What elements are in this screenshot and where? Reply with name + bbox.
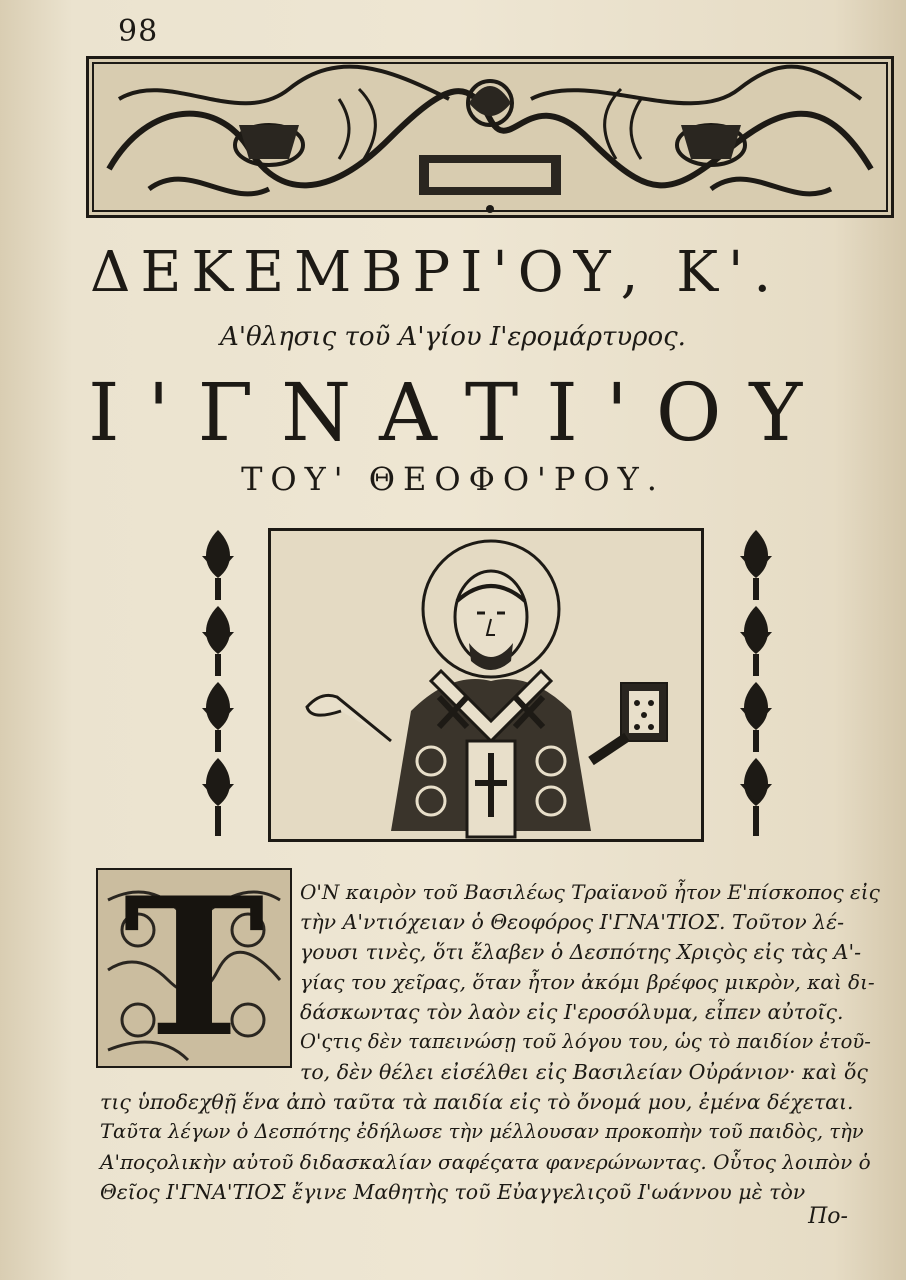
page-number: 98 [118,14,159,49]
body-line: Θεῖος Ι'ΓΝΑ'ΤΙΟΣ ἔγινε Μαθητὴς τοῦ Εὐαγγελιςοῦ Ι'ωάννου μὲ τὸν [100,1180,806,1204]
body-line: Ο'ςτις δὲν ταπεινώσῃ τοῦ λόγου του, ὡς τὸ παιδίον ἐτοῦ- [300,1030,871,1053]
saint-woodcut-illustration [268,528,704,842]
ornamental-headpiece [86,56,894,218]
saint-epithet: ΤΟΥ' ΘΕΟΦΟ'ΡΟΥ. [241,460,665,498]
body-line: τις ὑποδεχθῇ ἕνα ἀπὸ ταῦτα τὰ παιδία εἰς τὸ ὄνομά μου, ἐμένα δέχεται. [100,1090,854,1114]
body-line: Ο'Ν καιρὸν τοῦ Βασιλέως Τραϊανοῦ ἦτον Ε'πίσκοπος εἰς [300,880,880,904]
catchword: Πο- [808,1204,848,1229]
body-line: το, δὲν θέλει εἰσέλθει εἰς Βασιλείαν Οὐράνιον· καὶ ὅς [300,1060,868,1084]
body-line: γίας του χεῖρας, ὅταν ἦτον ἀκόμι βρέφος μικρὸν, καὶ δι- [300,970,875,994]
drop-capital [96,856,292,1079]
body-line: γουσι τινὲς, ὅτι ἔλαβεν ὁ Δεσπότης Χριςὸς εἰς τὰς Α'- [300,940,862,964]
floral-border-icon [736,526,776,842]
body-line: δάσκωντας τὸν λαὸν εἰς Ι'εροσόλυμα, εἶπεν αὐτοῖς. [300,1000,844,1024]
month-heading: ΔΕΚΕΜΒΡΙ'ΟΥ, Κ'. [90,240,782,305]
drop-capital-letter: Τ [123,856,265,1079]
body-line: Ταῦτα λέγων ὁ Δεσπότης ἐδήλωσε τὴν μέλλουσαν προκοπὴν τοῦ παιδὸς, τὴν [100,1120,864,1143]
left-floral-border [198,526,238,842]
martyrdom-subtitle: Α'θλησις τοῦ Α'γίου Ι'ερομάρτυρος. [220,322,686,352]
saint-portrait-icon [271,531,701,839]
headpiece-ornament-icon [89,59,891,215]
right-floral-border [736,526,776,842]
floral-border-icon [198,526,238,842]
body-line: τὴν Α'ντιόχειαν ὁ Θεοφόρος Ι'ΓΝΑ'ΤΙΟΣ. Τοῦτον λέ- [300,910,845,934]
saint-name-heading: Ι'ΓΝΑΤΙ'ΟΥ [88,366,831,459]
body-line: Α'ποςολικὴν αὐτοῦ διδασκαλίαν σαφέςατα φανερώνωντας. Οὗτος λοιπὸν ὁ [100,1150,871,1174]
